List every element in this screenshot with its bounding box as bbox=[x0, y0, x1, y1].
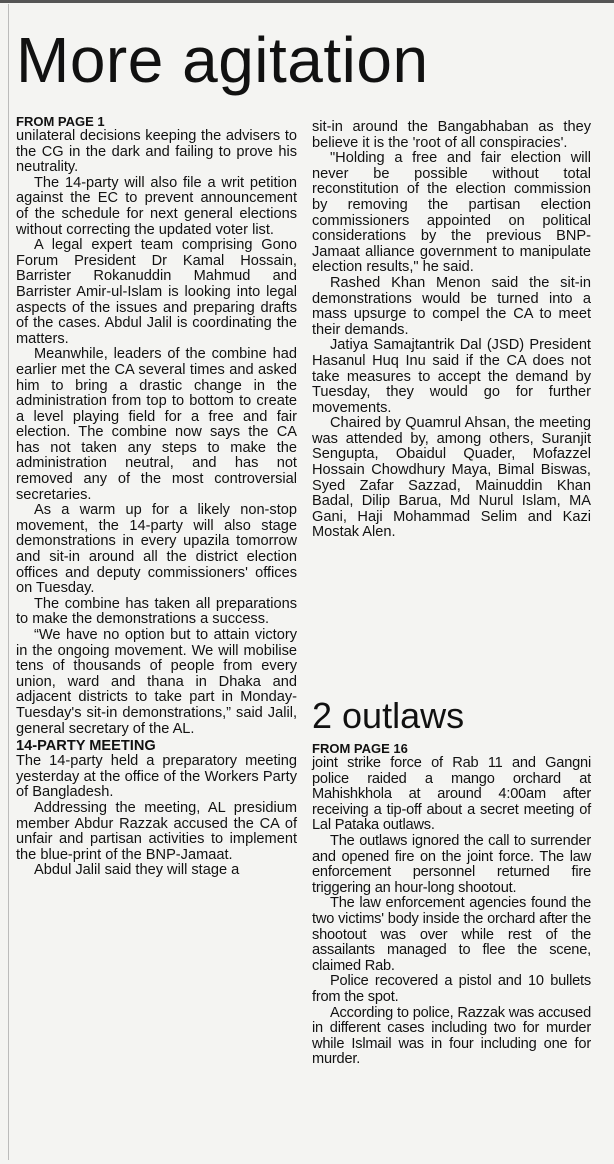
story1-left-column bbox=[16, 114, 297, 879]
story2-paragraph: joint strike force of Rab 11 and Gangni police raided a mango orchard at Mahishkhola at around 4:00am after receiving a tip-off about a secret meeting of Lal Pataka outlaws. bbox=[312, 755, 591, 834]
story2-jump-label: FROM PAGE 16 bbox=[312, 741, 408, 756]
story1-paragraph: A legal expert team comprising Gono Forum President Dr Kamal Hossain, Barrister Rokanuddin Mahmud and Barrister Amir-ul-Islam is looking into legal aspects of the issues and preparing drafts of the cases. Abdul Jalil is coordinating the matters. bbox=[16, 237, 297, 347]
story2-headline: 2 outlaws bbox=[312, 695, 465, 736]
story2-paragraph: According to police, Razzak was accused in different cases including two for murder while Islmail was in four including one for murder. bbox=[312, 1004, 591, 1068]
story1-paragraph: Meanwhile, leaders of the combine had earlier met the CA several times and asked him to bring a drastic change in the administration from top to bottom to create a level playing field for a free and fair election. The combine now says the CA has not taken any steps to make the administration neutral, and has not removed any of the most controversial secretaries. bbox=[16, 346, 297, 503]
story1-headline: More agitation bbox=[16, 24, 429, 96]
story1-paragraph: Chaired by Quamrul Ahsan, the meeting was attended by, among others, Suranjit Sengupta, Obaidul Quader, Mofazzel Hossain Chowdhury Maya, Bimal Biswas, Syed Zafar Sazzad, Mainuddin Khan Badal, Dilip Barua, Md Nurul Islam, MA Gani, Haji Mohammad Selim and Kazi Mostak Alen. bbox=[312, 415, 591, 541]
story2-paragraph: The law enforcement agencies found the two victims' body inside the orchard after the shootout was over while rest of the assailants managed to flee the scene, claimed Rab. bbox=[312, 895, 591, 974]
story1-paragraph: The 14-party will also file a writ petition against the EC to prevent announcement of the schedule for next general elections without correcting the updated voter list. bbox=[16, 174, 297, 238]
story1-paragraph: Addressing the meeting, AL presidium member Abdur Razzak accused the CA of unfair and partisan activities to implement the blue-print of the BNP-Jamaat. bbox=[16, 799, 297, 863]
story1-paragraph: Rashed Khan Menon said the sit-in demonstrations would be turned into a mass upsurge to compel the CA to meet their demands. bbox=[312, 274, 591, 338]
story1-paragraph: Abdul Jalil said they will stage a bbox=[34, 862, 240, 879]
story1-paragraph: sit-in around the Bangabhaban as they believe it is the 'root of all conspiracies'. bbox=[312, 119, 591, 151]
story1-jump-label: FROM PAGE 1 bbox=[16, 114, 105, 129]
story1-paragraph: Jatiya Samajtantrik Dal (JSD) President Hasanul Huq Inu said if the CA does not take measures to accept the demand by Tuesday, they would go for further movements. bbox=[312, 337, 591, 416]
page-top-rule bbox=[0, 0, 614, 3]
story2-column bbox=[312, 741, 591, 1068]
story2-paragraph: The outlaws ignored the call to surrender and opened fire on the joint force. The law enforcement personnel returned fire triggering an hour-long shootout. bbox=[312, 832, 591, 896]
story1-paragraph: "Holding a free and fair election will never be possible without total reconstitution of the election commission by removing the partisan election commissioners appointed on political considerations by the previous BNP-Jamaat alliance government to manipulate election results," he said. bbox=[312, 150, 591, 276]
story1-paragraph: unilateral decisions keeping the advisers to the CG in the dark and failing to prove his neutrality. bbox=[16, 128, 297, 176]
story1-paragraph: “We have no option but to attain victory in the ongoing movement. We will mobilise tens of thousands of people from every union, ward and thana in Dhaka and adjacent districts to take part in Monday-Tuesday's sit-in demonstrations,” said Jalil, general secretary of the AL. bbox=[16, 627, 297, 737]
story1-paragraph: As a warm up for a likely non-stop movement, the 14-party will also stage demonstrations in every upazila tomorrow and sit-in around all the district election offices and deputy commissioners' offices on Tuesday. bbox=[16, 502, 297, 597]
story1-paragraph: The 14-party held a preparatory meeting yesterday at the office of the Workers Party of Bangladesh. bbox=[16, 753, 297, 801]
story1-right-column bbox=[312, 120, 591, 541]
story1-subhead: 14-PARTY MEETING bbox=[16, 738, 156, 755]
story2-paragraph: Police recovered a pistol and 10 bullets from the spot. bbox=[312, 973, 591, 1005]
story1-paragraph: The combine has taken all preparations to make the demonstrations a success. bbox=[16, 595, 297, 628]
